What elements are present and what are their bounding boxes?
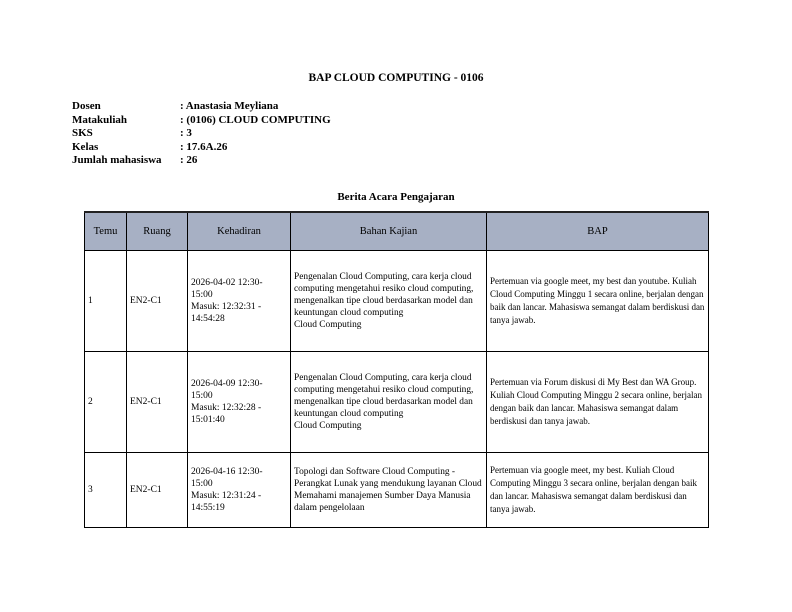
cell-bap: Pertemuan via Forum diskusi di My Best dan WA Group. Kuliah Cloud Computing Minggu 2 secara online, berjalan dengan baik dan lancar. Mahasiswa semangat dalam berdiskusi dan tanya jawab. [487,352,709,453]
header-kehadiran: Kehadiran [188,212,291,251]
table-row [85,453,709,528]
cell-temu: 3 [85,453,127,528]
header-bahan-kajian: Bahan Kajian [291,212,487,251]
info-value: : 3 [180,127,192,140]
info-value: : 17.6A.26 [180,140,228,153]
table-header-row [85,212,709,251]
info-label: Kelas [72,140,99,153]
cell-kehadiran: 2026-04-02 12:30- 15:00 Masuk: 12:32:31 - 14:54:28 [188,251,291,352]
cell-bap: Pertemuan via google meet, my best dan youtube. Kuliah Cloud Computing Minggu 1 secara online, berjalan dengan baik dan lancar. Mahasiswa semangat dalam berdiskusi dan tanya jawab. [487,251,709,352]
cell-kehadiran: 2026-04-09 12:30- 15:00 Masuk: 12:32:28 - 15:01:40 [188,352,291,453]
info-value: : 26 [180,154,198,167]
info-row-jumlah-mahasiswa [72,154,331,168]
info-value: : (0106) CLOUD COMPUTING [180,113,331,126]
cell-bahan-kajian: Topologi dan Software Cloud Computing -Perangkat Lunak yang mendukung layanan Cloud Memahami manajemen Sumber Daya Manusia dalam pengelolaan [291,453,487,528]
table-row [85,352,709,453]
cell-ruang: EN2-C1 [127,251,188,352]
info-label: Jumlah mahasiswa [72,154,162,167]
section-title: Berita Acara Pengajaran [337,191,455,203]
cell-ruang: EN2-C1 [127,352,188,453]
header-temu: Temu [85,212,127,251]
info-value: : Anastasia Meyliana [180,100,279,112]
cell-bahan-kajian: Pengenalan Cloud Computing, cara kerja cloud computing mengetahui resiko cloud computing, mengenalkan tipe cloud berdasarkan model dan keuntungan cloud computing Cloud Computing [291,251,487,352]
info-label: Matakuliah [72,113,128,126]
cell-temu: 1 [85,251,127,352]
header-bap: BAP [487,212,709,251]
info-row-sks [72,127,331,141]
course-info [72,100,331,168]
header-ruang: Ruang [127,212,188,251]
cell-kehadiran: 2026-04-16 12:30- 15:00 Masuk: 12:31:24 - 14:55:19 [188,453,291,528]
info-label: SKS [72,127,93,140]
cell-ruang: EN2-C1 [127,453,188,528]
info-row-dosen [72,100,331,114]
cell-bap: Pertemuan via google meet, my best. Kuliah Cloud Computing Minggu 3 secara online, berjalan dengan baik dan lancar. Mahasiswa semangat dalam berdiskusi dan tanya jawab. [487,453,709,528]
document-title: BAP CLOUD COMPUTING - 0106 [308,72,484,84]
info-row-matakuliah [72,114,331,128]
info-row-kelas [72,141,331,155]
cell-bahan-kajian: Pengenalan Cloud Computing, cara kerja cloud computing mengetahui resiko cloud computing, mengenalkan tipe cloud berdasarkan model dan keuntungan cloud computing Cloud Computing [291,352,487,453]
info-label: Dosen [72,100,101,112]
table-row [85,251,709,352]
cell-temu: 2 [85,352,127,453]
bap-table [84,211,709,528]
